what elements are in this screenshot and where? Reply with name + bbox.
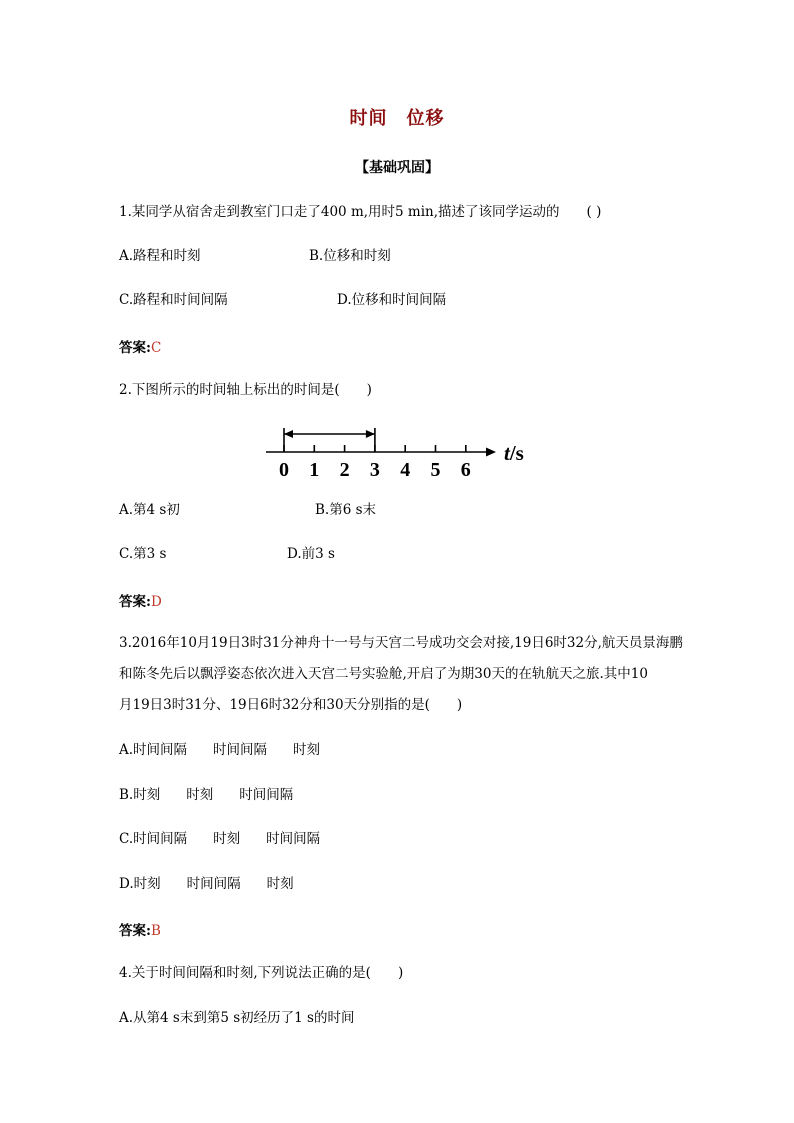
q3-stem-line-3: 月19日3时31分、19日6时32分和30天分别指的是( ) (119, 697, 463, 713)
answer-value: D (150, 594, 162, 610)
q1-answer (119, 336, 161, 356)
axis-tick-label: 6 (460, 459, 471, 480)
q1-stem: 1.某同学从宿舍走到教室门口走了400 m,用时5 min,描述了该同学运动的 ( ) (119, 204, 602, 220)
q2-option-c: C.第3 s (119, 546, 167, 562)
axis-tick-label: 5 (430, 459, 441, 480)
q3-option-c: C.时间间隔 时刻 时间间隔 (119, 831, 321, 847)
axis-tick-label: 0 (279, 459, 289, 480)
axis-unit-label: t/s (504, 441, 524, 465)
q3-stem-line-1: 3.2016年10月19日3时31分神舟十一号与天宫二号成功交会对接,19日6时32分,航天员景海鹏 (119, 635, 683, 651)
axis-tick-label: 4 (400, 459, 411, 480)
q2-option-b: B.第6 s末 (315, 502, 377, 518)
answer-label: 答案: (119, 340, 151, 356)
section-heading: 【基础巩固】 (355, 160, 439, 176)
axis-arrowhead (486, 448, 496, 457)
answer-label: 答案: (119, 923, 151, 939)
q3-answer (119, 919, 161, 939)
q2-option-a: A.第4 s初 (119, 502, 180, 518)
q3-option-d: D.时刻 时间间隔 时刻 (119, 876, 294, 892)
q4-option-a: A.从第4 s末到第5 s初经历了1 s的时间 (119, 1010, 355, 1026)
time-axis-figure (260, 420, 540, 480)
answer-value: C (150, 340, 162, 356)
answer-value: B (150, 923, 161, 939)
axis-tick-label: 2 (339, 459, 350, 480)
q3-option-a: A.时间间隔 时间间隔 时刻 (119, 742, 321, 758)
q2-stem: 2.下图所示的时间轴上标出的时间是( ) (119, 382, 372, 398)
q4-stem: 4.关于时间间隔和时刻,下列说法正确的是( ) (119, 965, 404, 981)
answer-label: 答案: (119, 594, 151, 610)
q2-answer (119, 590, 162, 610)
q1-option-d: D.位移和时间间隔 (337, 292, 447, 308)
axis-tick-label: 3 (369, 459, 380, 480)
interval-arrow-left (284, 430, 293, 438)
q1-option-b: B.位移和时刻 (309, 248, 391, 264)
page-title: 时间 位移 (349, 108, 445, 129)
axis-tick-label: 1 (309, 459, 320, 480)
q2-option-d: D.前3 s (287, 546, 335, 562)
interval-arrow-right (366, 430, 375, 438)
q3-stem-line-2: 和陈冬先后以飘浮姿态依次进入天宫二号实验舱,开启了为期30天的在轨航天之旅.其中10 (119, 666, 648, 682)
q1-option-a: A.路程和时刻 (119, 248, 201, 264)
q3-option-b: B.时刻 时刻 时间间隔 (119, 787, 294, 803)
q1-option-c: C.路程和时间间隔 (119, 292, 228, 308)
